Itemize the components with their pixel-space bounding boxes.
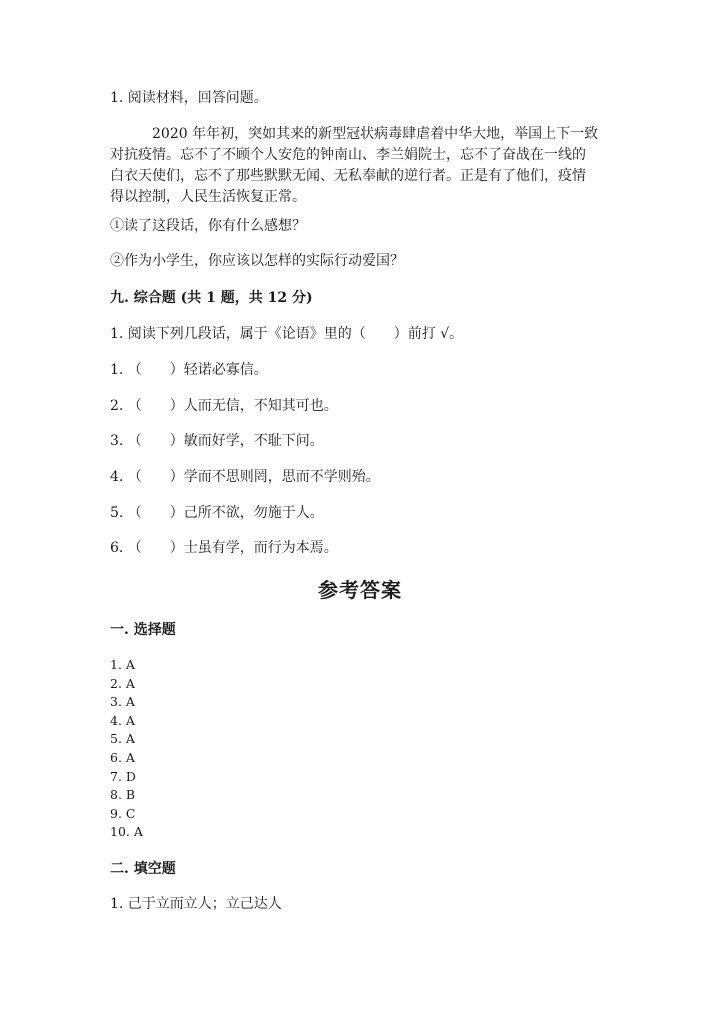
fill-answer-item: 1. 己于立而立人；立己达人 (110, 896, 282, 912)
section-heading: 二. 填空题 (110, 861, 176, 877)
answer-item: 7. D (110, 768, 136, 784)
passage-line: 得以控制，人民生活恢复正常。 (110, 189, 306, 205)
section-heading: 一. 选择题 (110, 622, 176, 638)
answer-item: 3. A (110, 694, 135, 710)
answer-item: 9. C (110, 805, 136, 821)
reading-question-prompt: 1. 阅读材料，回答问题。 (110, 90, 268, 106)
choice-answer-list (110, 656, 143, 842)
passage-line: 白衣天使们，忘不了那些默默无闻、无私奉献的逆行者。正是有了他们，疫情 (110, 168, 586, 184)
sub-question-1: ①读了这段话，你有什么感想？ (110, 218, 306, 234)
list-item: 6. （ ）士虽有学，而行为本焉。 (110, 540, 338, 556)
answer-item: 10. A (110, 824, 143, 840)
list-item: 1. （ ）轻诺必寡信。 (110, 362, 268, 378)
passage-line: 2020 年年初，突如其来的新型冠状病毒肆虐着中华大地，举国上下一致 (152, 126, 599, 142)
list-item: 5. （ ）己所不欲，勿施于人。 (110, 505, 324, 521)
list-item: 4. （ ）学而不思则罔，思而不学则殆。 (110, 469, 380, 485)
section-heading: 九. 综合题 (共 1 题，共 12 分) (110, 290, 313, 306)
answer-item: 1. A (110, 657, 135, 672)
reading-passage (110, 124, 605, 208)
list-item: 3. （ ）敏而好学，不耻下问。 (110, 433, 324, 449)
section9-prompt: 1. 阅读下列几段话，属于《论语》里的（ ）前打 √。 (110, 326, 464, 342)
passage-line: 对抗疫情。忘不了不顾个人安危的钟南山、李兰娟院士，忘不了奋战在一线的 (110, 147, 586, 163)
answer-item: 5. A (110, 731, 135, 747)
sub-question-2: ②作为小学生，你应该以怎样的实际行动爱国？ (110, 253, 404, 269)
list-item: 2. （ ）人而无信，不知其可也。 (110, 398, 338, 414)
answer-item: 8. B (110, 787, 136, 803)
answer-key-title: 参考答案 (318, 578, 402, 602)
answer-item: 2. A (110, 675, 135, 691)
answer-item: 6. A (110, 749, 135, 765)
answer-item: 4. A (110, 712, 135, 728)
